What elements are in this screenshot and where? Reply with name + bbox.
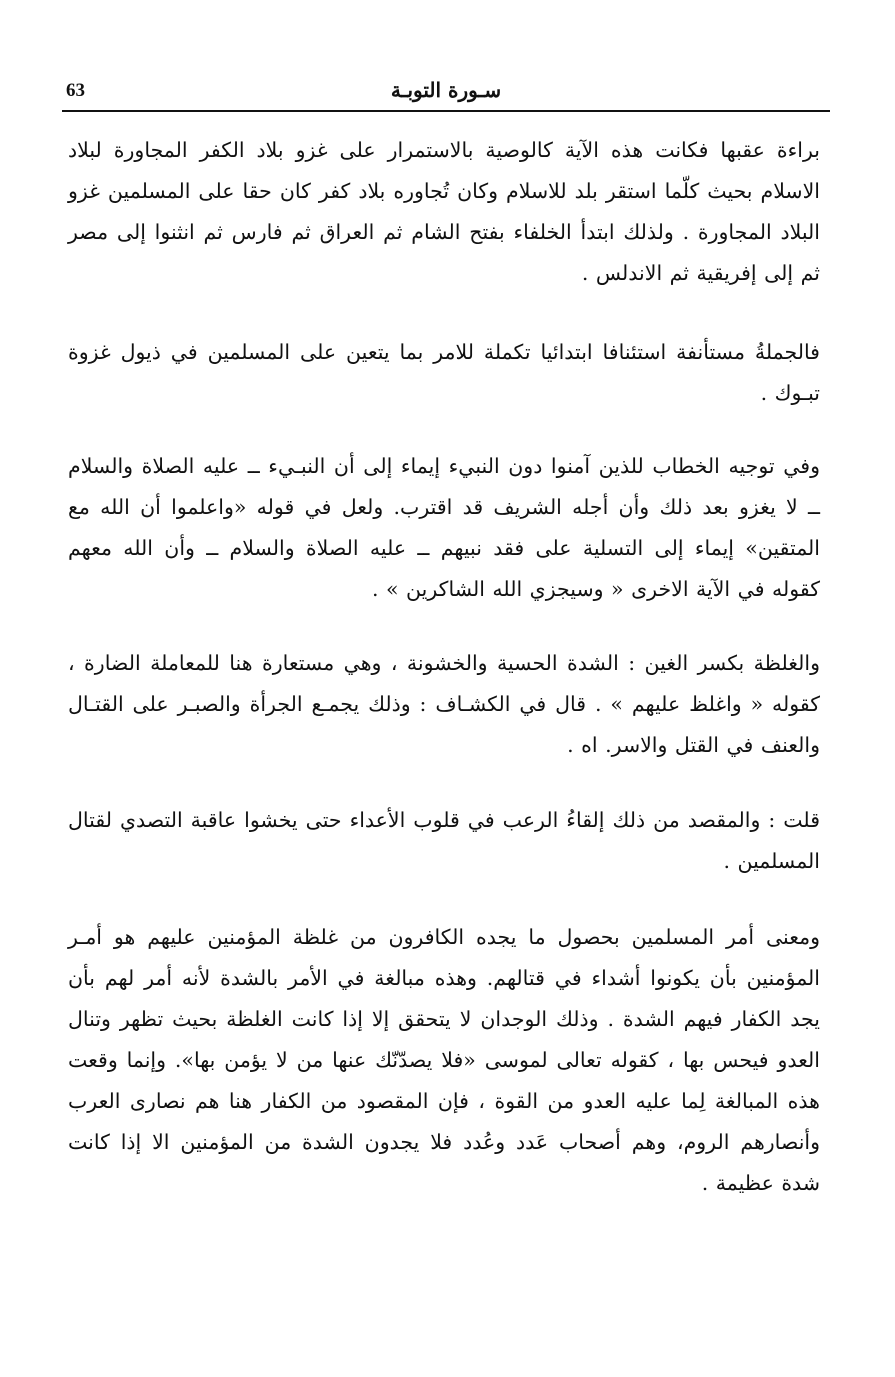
paragraph-3: وفي توجيه الخطاب للذين آمنوا دون النبيء إيماء إلى أن النبـيء ــ عليه الصلاة والسلام ــ لا يغزو بعد ذلك وأن أجله الشريف قد اقترب. ولعل في قوله «واعلموا أن الله مع المتقين» إيماء إلى التسلية على فقد نبيهم ــ عليه الصلاة والسلام ــ وأن الله معهم كقوله في الآية الاخرى « وسيجزي الله الشاكرين » . bbox=[68, 454, 820, 601]
paragraph-6: ومعنى أمر المسلمين بحصول ما يجده الكافرون من غلظة المؤمنين عليهم هو أمـر المؤمنين بأن يكونوا أشداء في قتالهم. وهذه مبالغة في الأمر بالشدة لأنه أمر لهم بأن يجد الكفار فيهم الشدة . وذلك الوجدان لا يتحقق إلا إذا كانت الغلظة بحيث تظهر وتنال العدو فيحس بها ، كقوله تعالى لموسى «فلا يصدّنّك عنها من لا يؤمن بها». وإنما وقعت هذه المبالغة لِما عليه العدو من القوة ، فإن المقصود من الكفار هنا هم نصارى العرب وأنصارهم الروم، وهم أصحاب عَدد وعُدد فلا يجدون الشدة من المؤمنين الا إذا كانت شدة عظيمة . bbox=[68, 925, 820, 1195]
body-text bbox=[68, 130, 820, 1204]
running-title: سـورة التوبـة bbox=[390, 78, 502, 102]
paragraph-1: براءة عقبها فكانت هذه الآية كالوصية بالاستمرار على غزو بلاد الكفر المجاورة لبلاد الاسلام بحيث كلّما استقر بلد للاسلام وكان تُجاوره بلاد كفر كان حقا على المسلمين غزو البلاد المجاورة . ولذلك ابتدأ الخلفاء بفتح الشام ثم العراق ثم فارس ثم انثنوا إلى مصر ثم إلى إفريقية ثم الاندلس . bbox=[68, 138, 820, 285]
page-number: 63 bbox=[66, 80, 85, 101]
paragraph-2: فالجملةُ مستأنفة استئنافا ابتدائيا تكملة للامر بما يتعين على المسلمين في ذيول غزوة تبـوك . bbox=[68, 340, 820, 405]
page-header bbox=[62, 70, 830, 112]
paragraph-5: قلت : والمقصد من ذلك إلقاءُ الرعب في قلوب الأعداء حتى يخشوا عاقبة التصدي لقتال المسلمين . bbox=[68, 808, 820, 873]
paragraph-4: والغلظة بكسر الغين : الشدة الحسية والخشونة ، وهي مستعارة هنا للمعاملة الضارة ، كقوله « واغلظ عليهم » . قال في الكشـاف : وذلك يجمـع الجرأة والصبـر على القتـال والعنف في القتل والاسر. اه . bbox=[68, 651, 820, 757]
